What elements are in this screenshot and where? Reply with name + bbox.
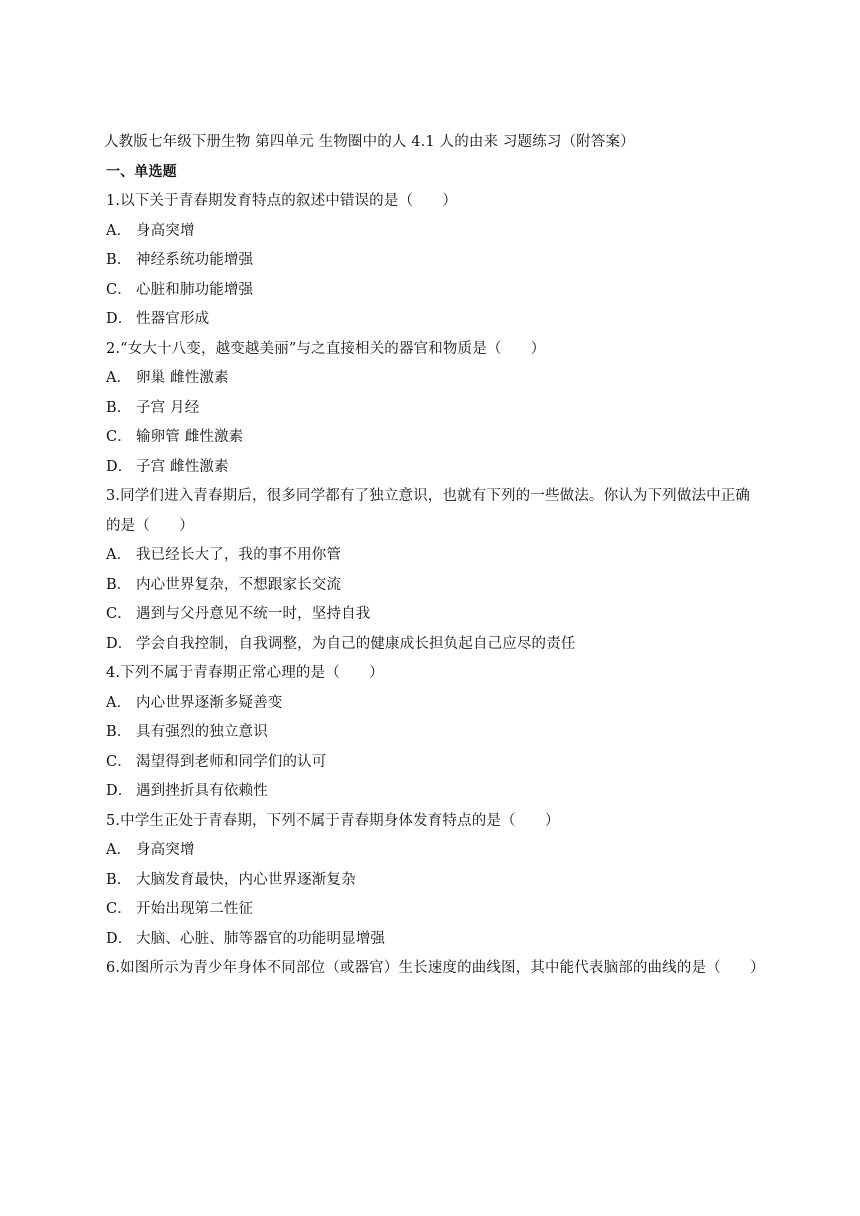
option-letter: C． — [106, 901, 132, 917]
question-4 — [106, 659, 766, 807]
option-text: 大脑发育最快，内心世界逐渐复杂 — [136, 871, 356, 888]
option-text: 渴望得到老师和同学们的认可 — [136, 753, 327, 770]
option-letter: D． — [106, 635, 133, 652]
option-c — [106, 276, 766, 306]
section-heading: 一、单选题 — [106, 163, 177, 180]
option-a — [106, 836, 766, 866]
option-letter: C． — [106, 606, 132, 622]
option-letter: C． — [106, 429, 132, 445]
option-b — [106, 394, 766, 424]
option-b — [106, 866, 766, 896]
option-c — [106, 748, 766, 778]
option-c — [106, 895, 766, 925]
option-letter: D． — [106, 930, 133, 947]
option-a — [106, 217, 766, 247]
document-title: 人教版七年级下册生物 第四单元 生物圈中的人 4.1 人的由来 习题练习（附答案） — [104, 134, 635, 150]
option-a — [106, 541, 766, 571]
option-text: 子宫 月经 — [136, 399, 200, 416]
option-letter: C． — [106, 281, 132, 298]
option-d — [106, 777, 766, 807]
option-d — [106, 453, 766, 483]
option-d — [106, 305, 766, 335]
option-letter: D． — [106, 311, 133, 327]
option-text: 卵巢 雌性激素 — [136, 370, 229, 386]
option-letter: C． — [106, 753, 132, 770]
option-letter: B． — [106, 724, 132, 740]
option-text: 性器官形成 — [136, 311, 210, 327]
question-text: 5.中学生正处于青春期，下列不属于青春期身体发育特点的是（ ） — [106, 812, 560, 829]
option-b — [106, 246, 766, 276]
option-d — [106, 925, 766, 955]
option-letter: A． — [106, 547, 132, 563]
option-b — [106, 718, 766, 748]
option-c — [106, 423, 766, 453]
question-text: 6.如图所示为青少年身体不同部位（或器官）生长速度的曲线图，其中能代表脑部的曲线的是（ ） — [106, 960, 765, 976]
question-6 — [106, 954, 766, 984]
option-letter: A． — [106, 694, 132, 711]
option-letter: D． — [106, 458, 133, 475]
question-text: 2.“女大十八变，越变越美丽”与之直接相关的器官和物质是（ ） — [106, 340, 546, 357]
option-text: 学会自我控制，自我调整，为自己的健康成长担负起自己应尽的责任 — [136, 635, 576, 652]
question-text: 3.同学们进入青春期后，很多同学都有了独立意识，也就有下列的一些做法。你认为下列做法中正确的是（ ） — [106, 488, 751, 534]
option-letter: A． — [106, 842, 132, 858]
option-d — [106, 630, 766, 660]
question-5 — [106, 807, 766, 955]
question-1 — [106, 187, 766, 335]
option-text: 遇到与父丹意见不统一时，坚持自我 — [136, 606, 371, 622]
question-text: 4.下列不属于青春期正常心理的是（ ） — [106, 665, 384, 681]
document-content — [106, 128, 766, 984]
option-a — [106, 364, 766, 394]
option-text: 身高突增 — [136, 222, 195, 239]
option-text: 心脏和肺功能增强 — [136, 281, 254, 298]
option-text: 遇到挫折具有依赖性 — [136, 783, 268, 799]
option-text: 输卵管 雌性激素 — [136, 429, 244, 445]
option-text: 开始出现第二性征 — [136, 901, 254, 917]
option-letter: B． — [106, 871, 132, 888]
option-letter: A． — [106, 222, 132, 239]
question-2 — [106, 335, 766, 483]
option-text: 我已经长大了，我的事不用你管 — [136, 547, 342, 563]
question-text: 1.以下关于青春期发育特点的叙述中错误的是（ ） — [106, 193, 458, 209]
option-c — [106, 600, 766, 630]
option-text: 内心世界复杂，不想跟家长交流 — [136, 576, 342, 593]
option-text: 大脑、心脏、肺等器官的功能明显增强 — [136, 930, 386, 947]
question-3 — [106, 482, 766, 659]
option-text: 神经系统功能增强 — [136, 252, 254, 268]
option-text: 身高突增 — [136, 842, 195, 858]
option-letter: D． — [106, 783, 133, 799]
option-letter: B． — [106, 576, 132, 593]
option-b — [106, 571, 766, 601]
option-letter: B． — [106, 399, 132, 416]
option-text: 内心世界逐渐多疑善变 — [136, 694, 283, 711]
option-text: 具有强烈的独立意识 — [136, 724, 268, 740]
option-a — [106, 689, 766, 719]
option-letter: B． — [106, 252, 132, 268]
option-text: 子宫 雌性激素 — [136, 458, 229, 475]
option-letter: A． — [106, 370, 132, 386]
